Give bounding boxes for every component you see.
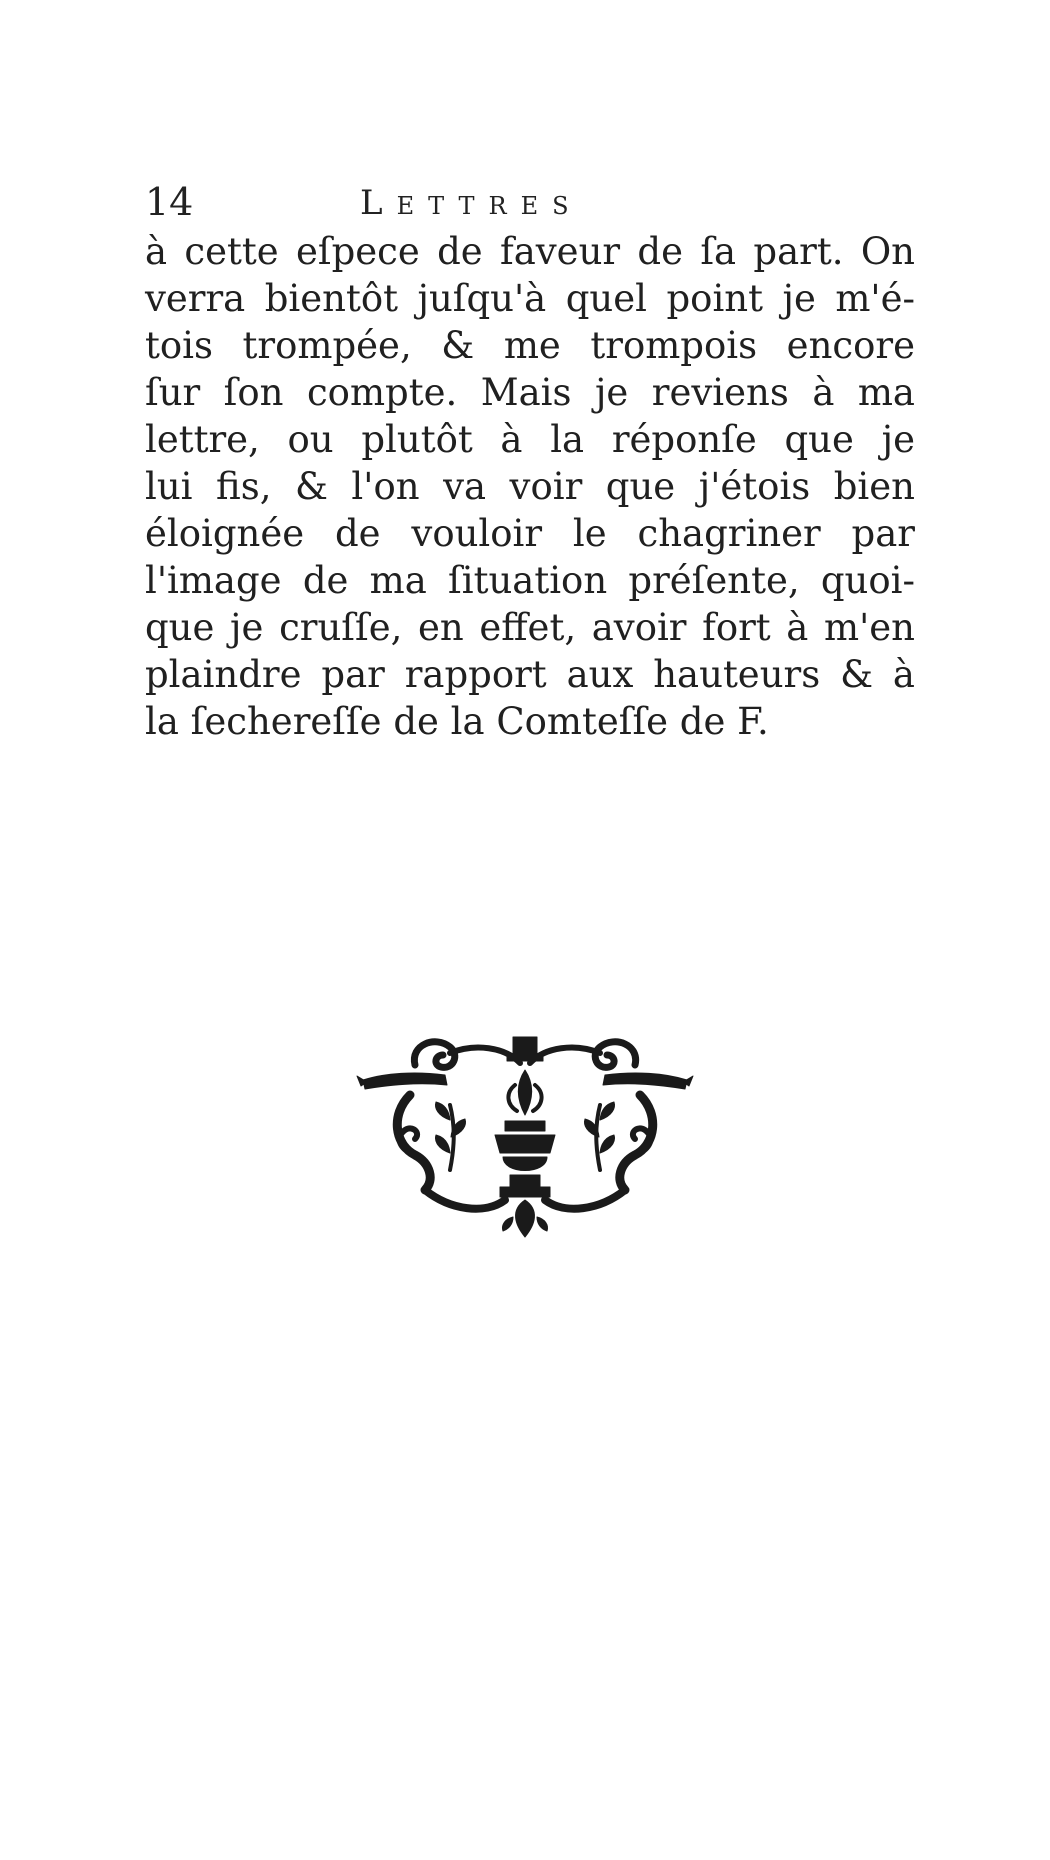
text-line: éloignée de vouloir le chagriner par — [145, 512, 915, 555]
text-line: lettre, ou plutôt à la réponſe que je — [145, 418, 915, 461]
text-line: à cette eſpece de faveur de ſa part. On — [145, 230, 915, 273]
text-line: lui fis, & l'on va voir que j'étois bien — [145, 465, 915, 508]
text-line: plaindre par rapport aux hauteurs & à — [145, 653, 915, 696]
running-title: Lettres — [360, 183, 583, 223]
page-header — [145, 180, 905, 230]
text-line: la ſechereſſe de la Comteſſe de F. — [145, 700, 769, 743]
text-line: tois trompée, & me trompois encore — [145, 324, 915, 367]
body-text — [145, 228, 915, 745]
text-line: ſur ſon compte. Mais je reviens à ma — [145, 371, 915, 414]
text-line: verra bientôt juſqu'à quel point je m'é- — [145, 277, 915, 320]
tailpiece-ornament-icon — [355, 1025, 695, 1240]
text-line: l'image de ma ſituation préſente, quoi- — [145, 559, 915, 602]
text-line: que je cruſſe, en effet, avoir fort à m'en — [145, 606, 915, 649]
page-number: 14 — [145, 180, 194, 224]
